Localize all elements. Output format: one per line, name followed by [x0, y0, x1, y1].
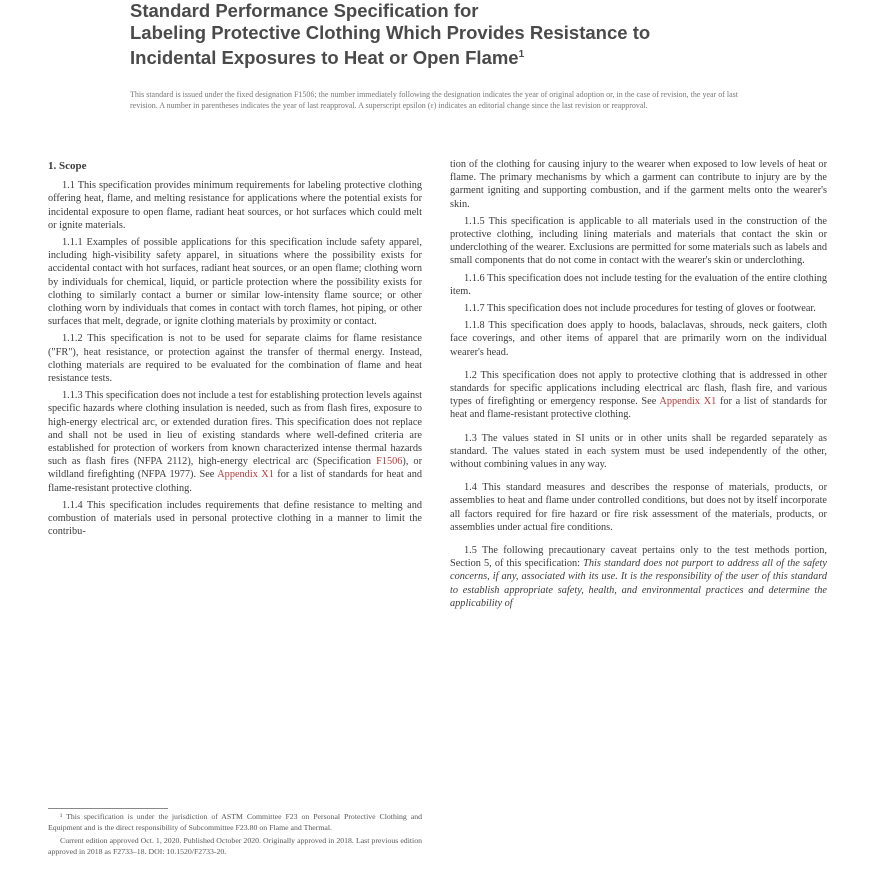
paragraph: 1.3 The values stated in SI units or in other units shall be regarded separately as standard. The values stated in each system must be used independently of the other, without combining values in any way.	[450, 432, 827, 471]
link-f1506[interactable]: F1506	[376, 456, 403, 468]
paragraph: 1.4 This standard measures and describes the response of materials, products, or assemblies to heat and flame under controlled conditions, but does not by itself incorporate all factors required for fire hazard or fire risk assessment of the materials, products, or assemblies under actual fire conditions.	[450, 482, 827, 533]
title-footnote-mark: 1	[518, 49, 525, 60]
link-appendix-x1[interactable]: Appendix X1	[659, 396, 717, 408]
title-line-2: Labeling Protective Clothing Which Provides Resistance to	[130, 22, 651, 43]
right-column	[450, 158, 827, 614]
caveat-text: This standard does not purport to address all of the safety concerns, if any, associated with its use. It is the responsibility of the user of this standard to establish appropriate safety, health, and environmental practices and determine the applicability of	[450, 558, 827, 609]
link-appendix-x1[interactable]: Appendix X1	[217, 469, 274, 481]
issue-note: This standard is issued under the fixed designation F1506; the number immediately following the designation indicates the year of original adoption or, in the case of revision, the year of last revision. A number in parentheses indicates the year of last reapproval. A superscript epsilon (ε) indicates an editorial change since the last revision or reapproval.	[130, 90, 738, 110]
footnote-divider	[48, 808, 168, 809]
paragraph: 1.5 The following precautionary caveat pertains only to the test methods portion, Section 5, of this specification: This standard does not purport to address all of the safety concerns, if any, associated with its use. It is the responsibility of the user of this standard to establish appropriate safety, health, and environmental practices and determine the applicability of	[450, 545, 827, 609]
title-line-1: Standard Performance Specification for	[130, 0, 479, 21]
paragraph: 1.1 This specification provides minimum requirements for labeling protective clothing offering heat, flame, and melting resistance for applications where the potential exists for incidental exposure to open flame, radiant heat sources, or hot surfaces which could melt or ignite materials.	[48, 180, 422, 231]
document-title	[130, 0, 830, 69]
left-column	[48, 160, 422, 542]
paragraph: 1.1.5 This specification is applicable to all materials used in the construction of the protective clothing, including lining materials and materials that contact the skin or underclothing of the wearer. Exclusions are permitted for some materials such as labels and small components that do not come in contact with the wearer's skin or underclothing.	[450, 215, 827, 267]
paragraph: 1.1.4 This specification includes requirements that define resistance to melting and combustion of materials used in personal protective clothing in a manner to limit the contribu-	[48, 499, 422, 538]
paragraph: 1.1.7 This specification does not include procedures for testing of gloves or footwear.	[464, 303, 816, 315]
paragraph: 1.1.6 This specification does not include testing for the evaluation of the entire clothing item.	[450, 272, 827, 297]
paragraph: 1.1.2 This specification is not to be used for separate claims for flame resistance ("FR"), heat resistance, or protection against the transfer of thermal energy. Instead, clothing materials are required to be evaluated for the combination of flame and heat resistance tests.	[48, 333, 422, 385]
paragraph: 1.1.3 This specification does not include a test for establishing protection levels against specific hazards where clothing insulation is needed, such as from flash fires, exposure to high-energy electrical arc, or extended duration fires. This specification does not replace and shall not be used in lieu of existing standards where well-defined criteria are established for protection of workers from known characterized intense thermal hazards such as flash fires (NFPA 2112), high-energy electrical arc (Specification F1506), or wildland firefighting (NFPA 1977). See Appendix X1 for a list of standards for heat and flame-resistant protective clothing.	[48, 390, 422, 494]
paragraph: 1.1.1 Examples of possible applications for this specification include safety apparel, including high-visibility safety apparel, in situations where the possibility exists for accidental contact with hot surfaces, radiant heat sources, or an open flame; clothing worn by individuals for chemical, liquid, or particle protection where the possibility exists for clothing to similarly contact a burner or similar low-intensity flame source; or other clothing worn by individuals that comes in contact with torch flames, hot piping, or other surfaces that melt, degrade, or ignite clothing materials by proximity or contact.	[48, 237, 422, 328]
footnote: ¹ This specification is under the jurisdiction of ASTM Committee F23 on Personal Protective Clothing and Equipment and is the direct responsibility of Subcommittee F23.80 on Flame and Thermal.	[48, 812, 422, 832]
title-line-3: Incidental Exposures to Heat or Open Flame$^1$	[130, 47, 525, 69]
footnotes	[48, 812, 422, 860]
section-heading-scope: 1. Scope	[48, 160, 87, 172]
footnote: Current edition approved Oct. 1, 2020. Published October 2020. Originally approved in 2018. Last previous edition approved in 2018 as F2733–18. DOI: 10.1520/F2733-20.	[48, 836, 422, 856]
paragraph: tion of the clothing for causing injury to the wearer when exposed to low levels of heat or flame. The primary mechanisms by which a garment can contribute to injury are by the garment igniting and supporting combustion, and if the garment melts onto the wearer's skin.	[450, 159, 827, 210]
paragraph: 1.1.8 This specification does apply to hoods, balaclavas, shrouds, neck gaiters, cloth face coverings, and other items of apparel that are primarily worn on the individual wearer's head.	[450, 320, 827, 358]
paragraph: 1.2 This specification does not apply to protective clothing that is addressed in other standards for specific applications including electrical arc flash, flash fire, and various types of firefighting or emergency response. See Appendix X1 for a list of standards for heat and flame-resistant protective clothing.	[450, 369, 827, 421]
